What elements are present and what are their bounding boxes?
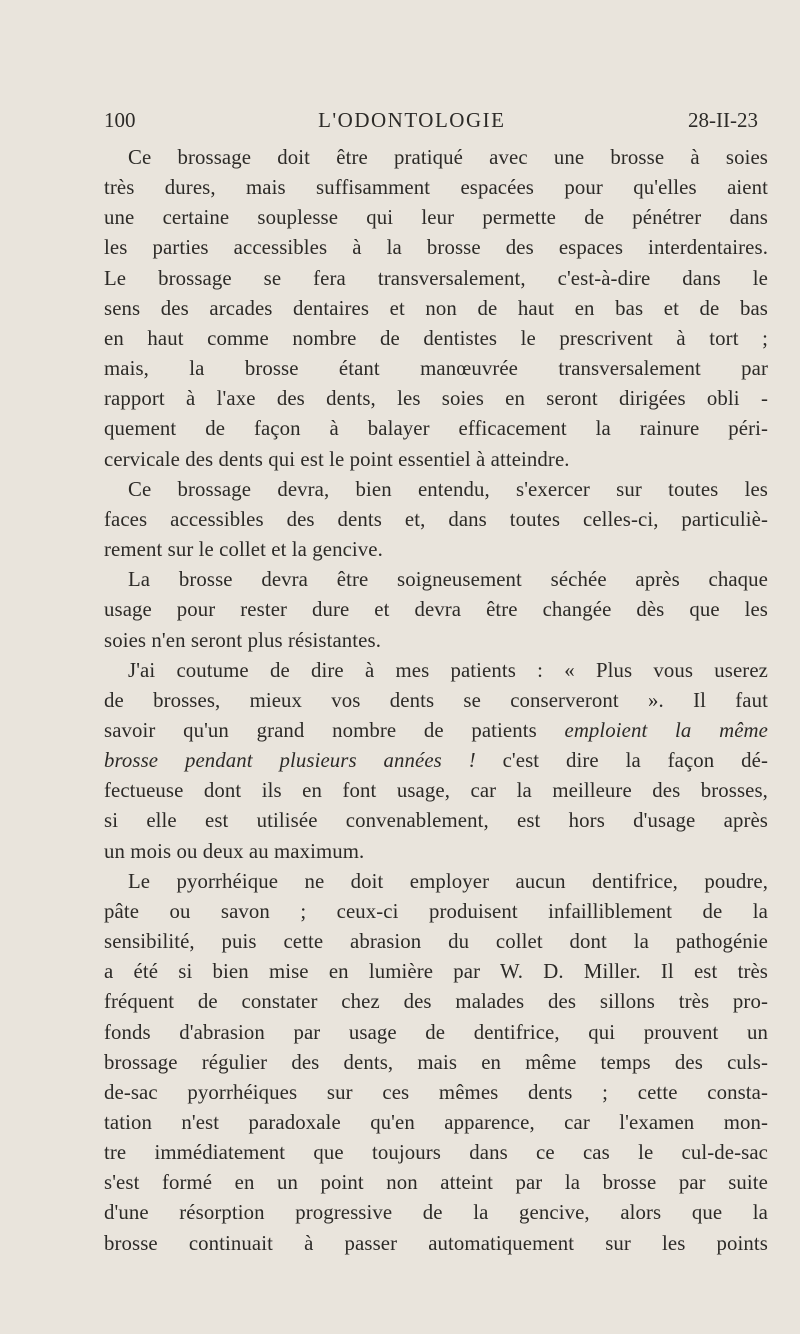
text-line: usage pour rester dure et devra être changée dès que les xyxy=(104,598,768,622)
text-line: très dures, mais suffisamment espacées pour qu'elles aient xyxy=(104,176,768,200)
paragraph-1 xyxy=(104,143,768,475)
text-line: d'une résorption progressive de la gencive, alors que la xyxy=(104,1201,768,1225)
text-line: fréquent de constater chez des malades des sillons très pro- xyxy=(104,990,768,1014)
text-line: J'ai coutume de dire à mes patients : « Plus vous userez xyxy=(128,658,768,682)
paragraph-4 xyxy=(104,656,768,867)
journal-title: L'ODONTOLOGIE xyxy=(318,108,506,132)
text-line: brosse continuait à passer automatiquement sur les points xyxy=(104,1231,768,1255)
text-line: Le pyorrhéique ne doit employer aucun dentifrice, poudre, xyxy=(128,869,768,893)
paragraph-2 xyxy=(104,475,768,565)
text-line: pâte ou savon ; ceux-ci produisent infailliblement de la xyxy=(104,899,768,923)
text-line: soies n'en seront plus résistantes. xyxy=(104,628,381,652)
text-run: savoir qu'un grand nombre de patients xyxy=(104,718,537,742)
text-line: si elle est utilisée convenablement, est hors d'usage après xyxy=(104,809,768,833)
issue-date: 28-II-23 xyxy=(688,108,758,132)
text-line: faces accessibles des dents et, dans toutes celles-ci, particuliè- xyxy=(104,507,768,531)
page-number: 100 xyxy=(104,108,136,132)
text-line: quement de façon à balayer efficacement la rainure péri- xyxy=(104,417,768,441)
text-line xyxy=(104,716,768,746)
text-line: fonds d'abrasion par usage de dentifrice, qui prouvent un xyxy=(104,1020,768,1044)
text-line: Ce brossage doit être pratiqué avec une brosse à soies xyxy=(128,146,768,169)
text-line: Ce brossage devra, bien entendu, s'exercer sur toutes les xyxy=(128,477,768,501)
text-line: brossage régulier des dents, mais en même temps des culs- xyxy=(104,1050,768,1074)
running-header xyxy=(104,108,758,138)
italic-run: emploient la même xyxy=(564,718,768,742)
text-line: a été si bien mise en lumière par W. D. Miller. Il est très xyxy=(104,960,768,984)
text-line: rapport à l'axe des dents, les soies en seront dirigées obli - xyxy=(104,387,768,411)
text-line: fectueuse dont ils en font usage, car la meilleure des brosses, xyxy=(104,779,768,803)
body-text xyxy=(104,143,768,1259)
text-line: de-sac pyorrhéiques sur ces mêmes dents ; cette consta- xyxy=(104,1080,768,1104)
text-line: rement sur le collet et la gencive. xyxy=(104,538,383,562)
text-line: tre immédiatement que toujours dans ce cas le cul-de-sac xyxy=(104,1141,768,1165)
text-line: en haut comme nombre de dentistes le prescrivent à tort ; xyxy=(104,326,768,350)
text-line: cervicale des dents qui est le point essentiel à atteindre. xyxy=(104,447,570,471)
paragraph-3 xyxy=(104,565,768,655)
text-line: de brosses, mieux vos dents se conserveront ». Il faut xyxy=(104,688,768,712)
text-line: les parties accessibles à la brosse des espaces interdentaires. xyxy=(104,236,768,260)
text-line xyxy=(104,746,768,776)
text-line: tation n'est paradoxale qu'en apparence, car l'examen mon- xyxy=(104,1111,768,1134)
text-line: mais, la brosse étant manœuvrée transversalement par xyxy=(104,357,768,381)
text-line: Le brossage se fera transversalement, c'est-à-dire dans le xyxy=(104,266,768,290)
text-line: sensibilité, puis cette abrasion du collet dont la pathogénie xyxy=(104,930,768,954)
text-line: sens des arcades dentaires et non de haut en bas et de bas xyxy=(104,296,768,320)
text-run: c'est dire la façon dé- xyxy=(502,749,768,773)
text-line: un mois ou deux au maximum. xyxy=(104,839,365,863)
text-line: La brosse devra être soigneusement séchée après chaque xyxy=(128,568,768,592)
italic-run: brosse pendant plusieurs années ! xyxy=(104,749,476,773)
paragraph-5 xyxy=(104,867,768,1259)
text-line: s'est formé en un point non atteint par la brosse par suite xyxy=(104,1171,768,1195)
text-line: une certaine souplesse qui leur permette de pénétrer dans xyxy=(104,206,768,230)
